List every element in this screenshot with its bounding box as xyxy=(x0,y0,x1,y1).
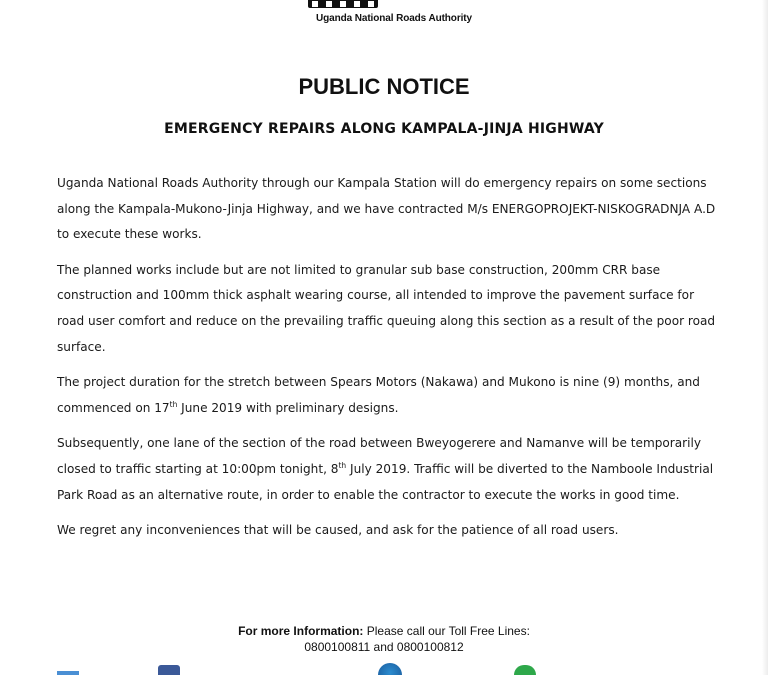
paragraph-contractor: Uganda National Roads Authority through our Kampala Station will do emergency repairs on some sections along the Kampala-Mukono-Jinja Highway, and we have contracted M/s ENERGOPROJEKT-NISKOGRADNJA A.D to execute these works. xyxy=(57,176,716,242)
paragraph-closure xyxy=(57,431,719,508)
organization-name: Uganda National Roads Authority xyxy=(316,13,472,24)
closure-text: Subsequently, one lane of the section of the road between Bweyogerere and Namanve will be temporarily closed to traffic starting at 10:00pm tonight, 8 xyxy=(57,436,702,476)
notice-subtitle: EMERGENCY REPAIRS ALONG KAMPALA-JINJA HIGHWAY xyxy=(164,121,604,137)
notice-title: PUBLIC NOTICE xyxy=(298,74,470,99)
ordinal-suffix: th xyxy=(169,399,178,409)
toll-free-numbers: 0800100811 and 0800100812 xyxy=(304,640,464,654)
duration-text-end: June 2019 with preliminary designs. xyxy=(177,400,399,415)
paragraph-planned-works: The planned works include but are not limited to granular sub base construction, 200mm CRR base construction and 100mm thick asphalt wearing course, all intended to improve the pavement surface for road user comfort and reduce on the prevailing traffic queuing along this section as a result of the poor road surface. xyxy=(57,262,716,354)
contact-line xyxy=(0,623,768,639)
info-label: For more Information: xyxy=(238,624,364,638)
website-icon xyxy=(378,663,402,675)
unra-logo-mark xyxy=(312,1,374,7)
duration-text: The project duration for the stretch between Spears Motors (Nakawa) and Mukono is nine (9) months, and commenced on 17 xyxy=(57,375,700,415)
ordinal-suffix: th xyxy=(338,460,347,470)
paragraph-apology: We regret any inconveniences that will be caused, and ask for the patience of all road users. xyxy=(57,523,619,538)
info-text: Please call our Toll Free Lines: xyxy=(363,624,530,638)
facebook-icon xyxy=(158,665,180,675)
paragraph-duration xyxy=(57,370,719,421)
closure-text-end: July 2019. Traffic will be diverted to the Namboole Industrial Park Road as an alternative route, in order to enable the contractor to execute the works in good time. xyxy=(57,461,714,502)
whatsapp-icon xyxy=(514,665,536,675)
notice-body xyxy=(57,171,719,554)
page-edge-shadow xyxy=(762,0,768,675)
twitter-icon xyxy=(57,671,79,675)
contact-info xyxy=(0,623,768,655)
